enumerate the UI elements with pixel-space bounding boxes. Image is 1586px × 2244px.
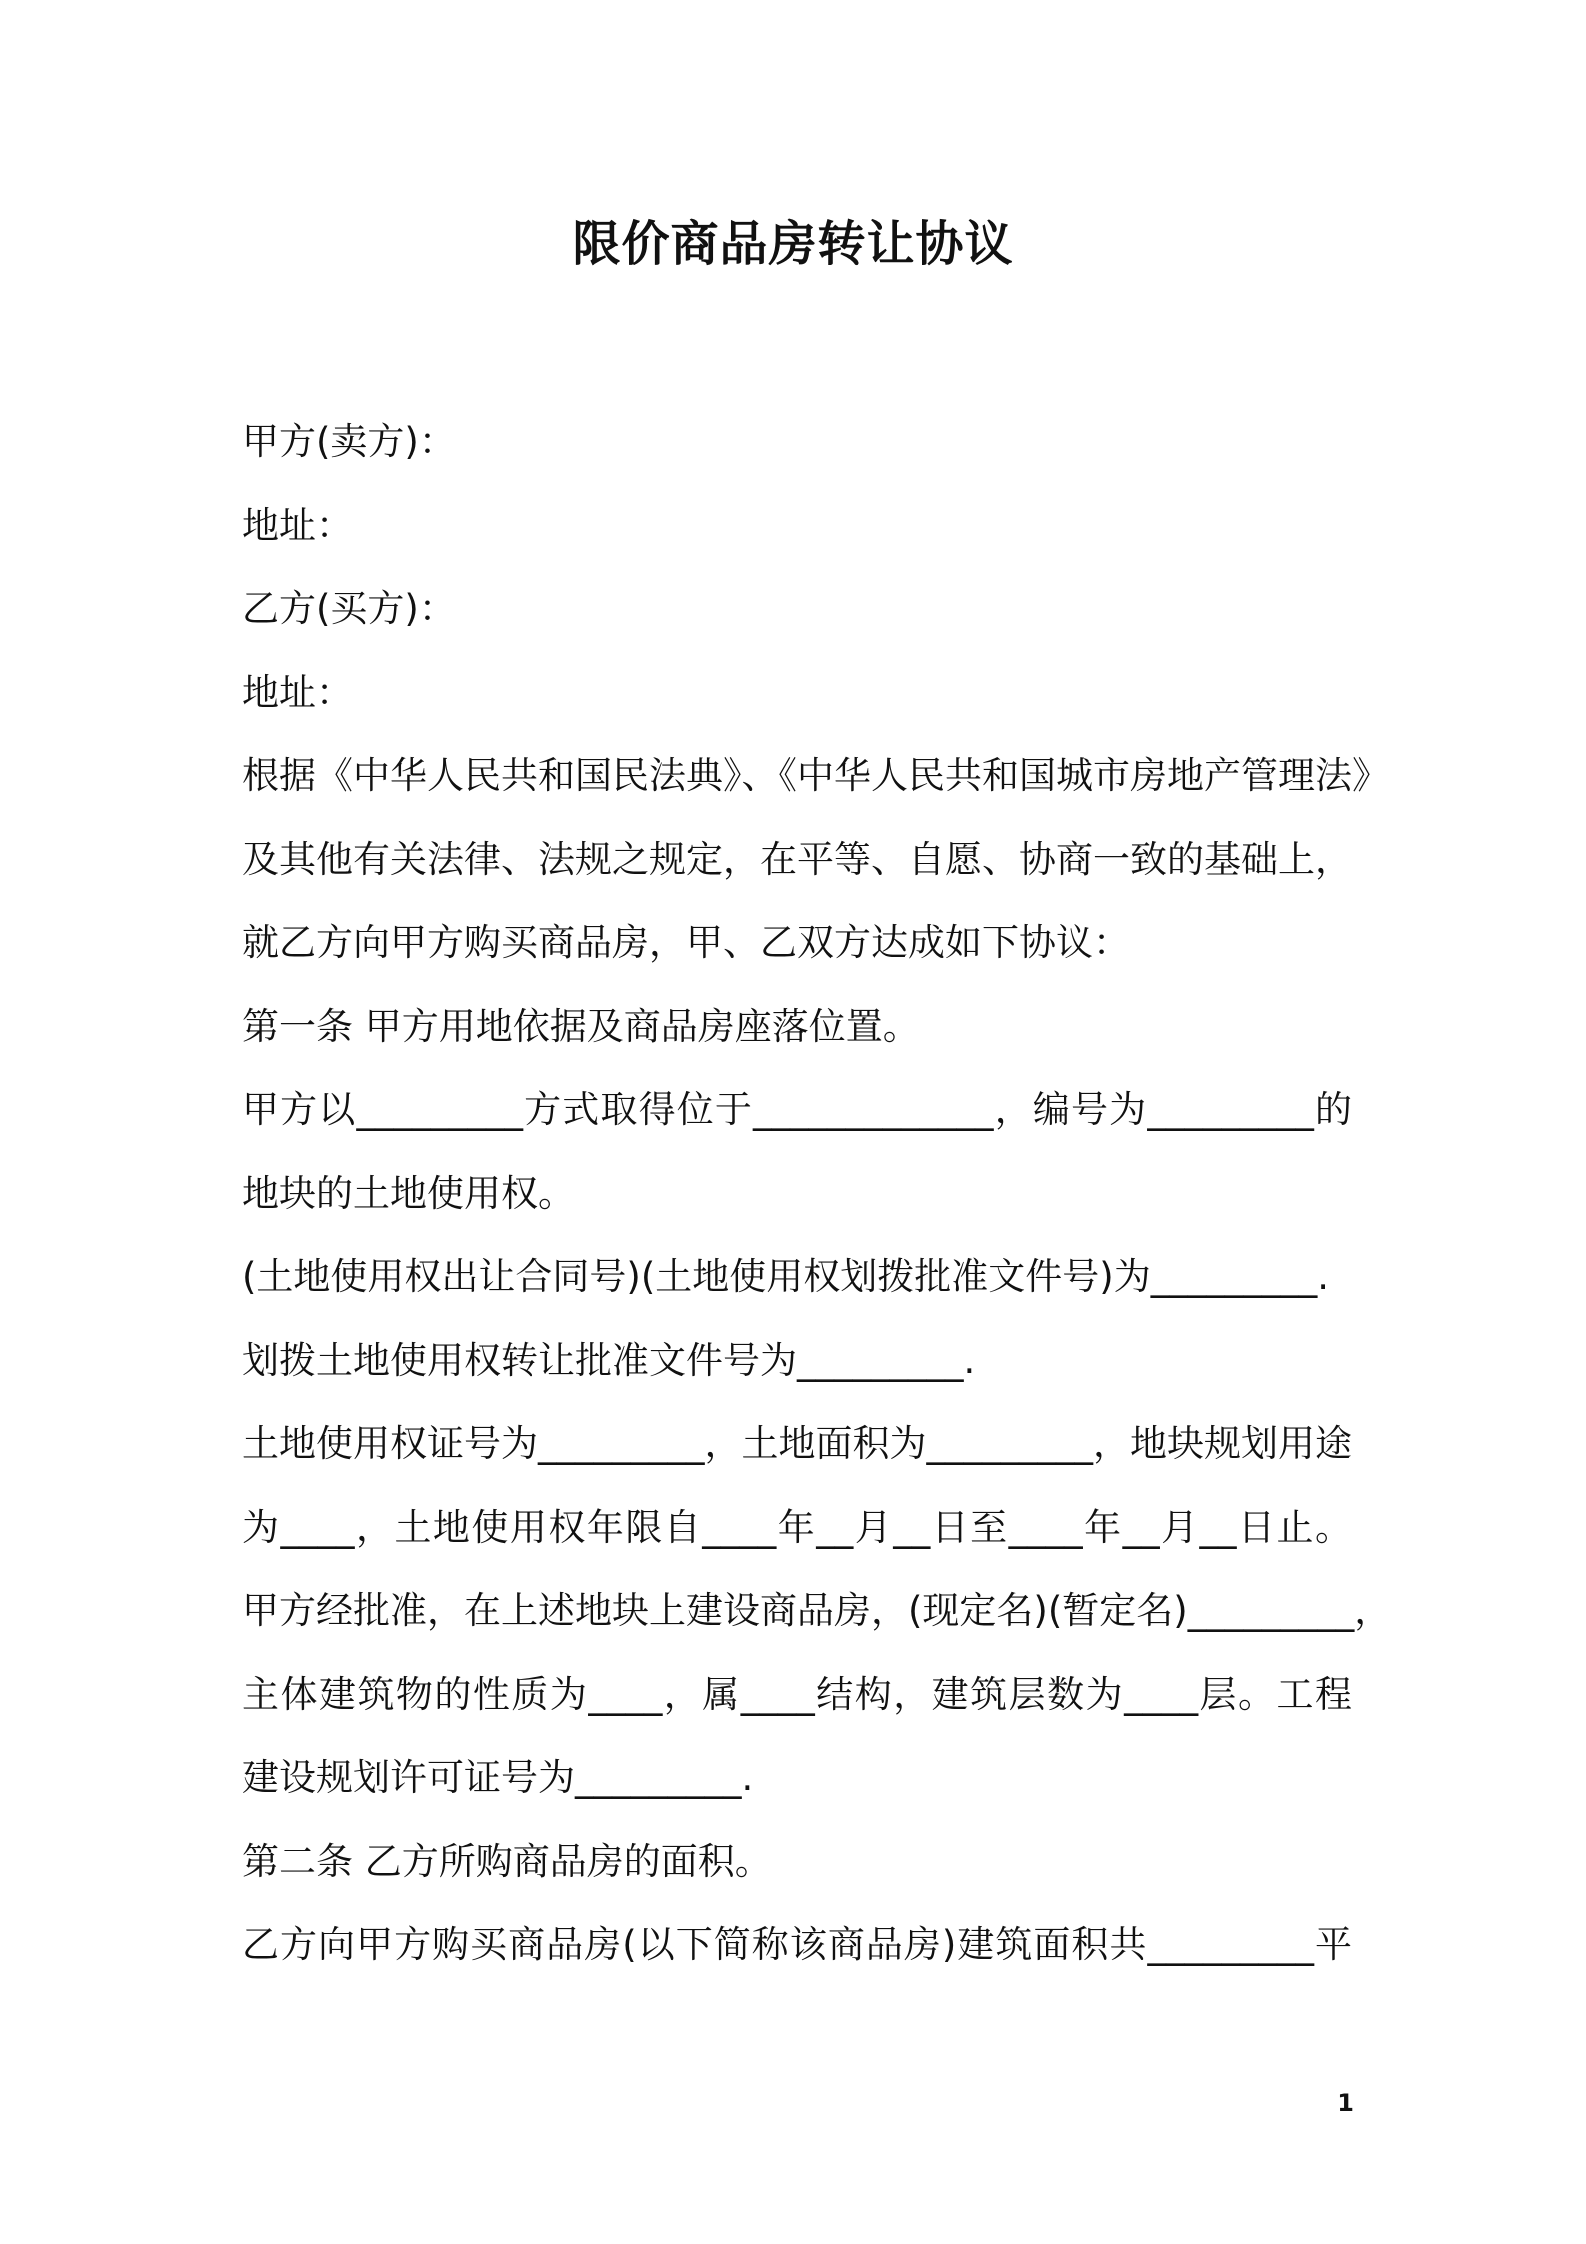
- page-number: 1: [1337, 2089, 1354, 2117]
- article-1-text-line-8: 主体建筑物的性质为____，属____结构，建筑层数为____层。工程: [242, 1672, 1352, 1716]
- preamble-line-1: 根据《中华人民共和国民法典》、《中华人民共和国城市房地产管理法》: [242, 754, 1389, 797]
- article-1-text-line-9: 建设规划许可证号为_________.: [242, 1756, 754, 1799]
- article-1-text-line-1: 甲方以_________方式取得位于_____________，编号为_________的: [242, 1088, 1352, 1131]
- document-title: 限价商品房转让协议: [572, 216, 1014, 272]
- party-a-seller-line: 甲方(卖方)：: [242, 420, 456, 463]
- article-2-text-line-1: 乙方向甲方购买商品房(以下简称该商品房)建筑面积共_________平: [242, 1923, 1352, 1966]
- article-1-text-line-4: 划拨土地使用权转让批准文件号为_________.: [242, 1338, 976, 1382]
- article-1-text-line-2: 地块的土地使用权。: [242, 1171, 575, 1215]
- party-b-address-line: 地址：: [242, 670, 353, 714]
- preamble-line-2: 及其他有关法律、法规之规定，在平等、自愿、协商一致的基础上，: [242, 837, 1352, 881]
- article-1-text-line-3: (土地使用权出让合同号)(土地使用权划拨批准文件号)为_________.: [242, 1255, 1329, 1298]
- article-1-text-line-5: 土地使用权证号为_________，土地面积为_________，地块规划用途: [242, 1422, 1352, 1465]
- party-a-address-line: 地址：: [242, 503, 353, 547]
- preamble-line-3: 就乙方向甲方购买商品房，甲、乙双方达成如下协议：: [242, 921, 1130, 964]
- article-1-text-line-7: 甲方经批准，在上述地块上建设商品房，(现定名)(暂定名)_________，: [242, 1589, 1392, 1632]
- document-body: [242, 400, 1392, 1987]
- party-b-buyer-line: 乙方(买方)：: [242, 587, 456, 630]
- article-1-heading: 第一条 甲方用地依据及商品房座落位置。: [242, 1004, 920, 1048]
- article-2-heading: 第二条 乙方所购商品房的面积。: [242, 1839, 772, 1883]
- article-1-text-line-6: 为____，土地使用权年限自____年__月__日至____年__月__日止。: [242, 1505, 1352, 1549]
